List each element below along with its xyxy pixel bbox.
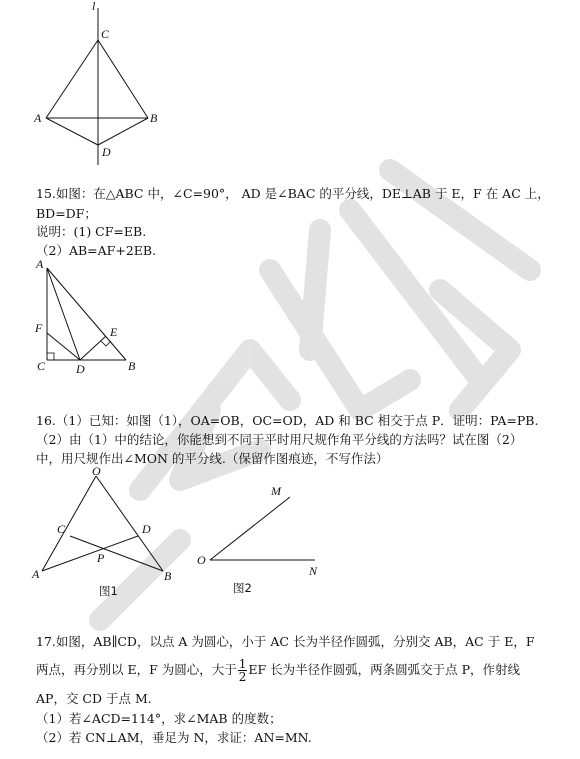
label-E: E [110, 325, 118, 339]
label-O: O [197, 553, 206, 567]
label-B: B [164, 569, 172, 583]
segment-CB [98, 40, 148, 118]
q17-line4: （1）若∠ACD=114°，求∠MAB 的度数； [36, 711, 282, 726]
q15-line3: 说明：(1) CF=EB. [36, 224, 147, 239]
label-D: D [142, 522, 151, 536]
label-A: A [32, 567, 40, 581]
q16-line1: 16.（1）已知：如图（1），OA=OB，OC=OD，AD 和 BC 相交于点 P．证明：PA=PB. [36, 413, 539, 428]
label-C: C [57, 522, 66, 536]
q17-line2-post: EF 长为半径作圆弧，两条圆弧交于点 P，作射线 [248, 662, 521, 677]
fraction-one-half [238, 658, 248, 683]
label-P: P [97, 551, 105, 565]
label-D: D [76, 362, 85, 376]
figure-1-caption: 图1 [99, 584, 118, 598]
label-O: O [92, 464, 101, 478]
segment-DE [80, 336, 106, 360]
segment-OB [96, 476, 163, 571]
q17-line1: 17.如图，AB∥CD，以点 A 为圆心，小于 AC 长为半径作圆弧，分别交 AB，AC 于 E，F [36, 634, 535, 649]
q17-line2-pre: 两点，再分别以 E，F 为圆心，大于 [36, 662, 237, 677]
q15-line4: （2）AB=AF+2EB. [36, 243, 157, 258]
q16-line3: 中，用尺规作出∠MON 的平分线.（保留作图痕迹，不写作法） [36, 451, 389, 466]
q15-line1: 15.如图：在△ABC 中，∠C=90°， AD 是∠BAC 的平分线，DE⊥AB 于 E，F 在 AC 上， [36, 186, 550, 201]
label-M: M [271, 484, 281, 498]
label-D: D [102, 145, 111, 159]
segment-BD [98, 118, 148, 145]
segment-BC [70, 536, 163, 571]
fraction-numerator: 1 [238, 657, 247, 671]
right-angle-C [47, 353, 54, 360]
segment-OA [42, 476, 96, 571]
label-N: N [309, 564, 318, 578]
label-l: l [92, 0, 96, 13]
label-B: B [150, 111, 158, 125]
label-F: F [35, 321, 43, 335]
q17-line5: （2）若 CN⊥AM，垂足为 N，求证：AN=MN. [36, 730, 312, 745]
segment-AB [47, 268, 126, 360]
figure-16-1 [30, 463, 180, 593]
label-C: C [37, 359, 46, 373]
segment-AD [46, 118, 98, 145]
label-B: B [128, 359, 136, 373]
label-C: C [101, 27, 110, 41]
label-A: A [34, 111, 42, 125]
segment-CA [46, 40, 98, 118]
label-A: A [36, 258, 44, 271]
segment-AD [42, 536, 138, 571]
ray-OM [210, 497, 290, 560]
fraction-denominator: 2 [238, 670, 247, 684]
figure-16-2 [195, 480, 335, 580]
q15-line2: BD=DF； [36, 206, 97, 221]
figure-14 [30, 0, 170, 170]
q17-line3: AP，交 CD 于点 M. [36, 691, 152, 706]
figure-15 [30, 258, 150, 376]
q16-line2: （2）由（1）中的结论，你能想到不同于平时用尺规作角平分线的方法吗？试在图（2） [36, 432, 523, 447]
figure-2-caption: 图2 [233, 581, 252, 595]
q17-line2 [36, 658, 520, 683]
right-angle-E [101, 341, 111, 346]
